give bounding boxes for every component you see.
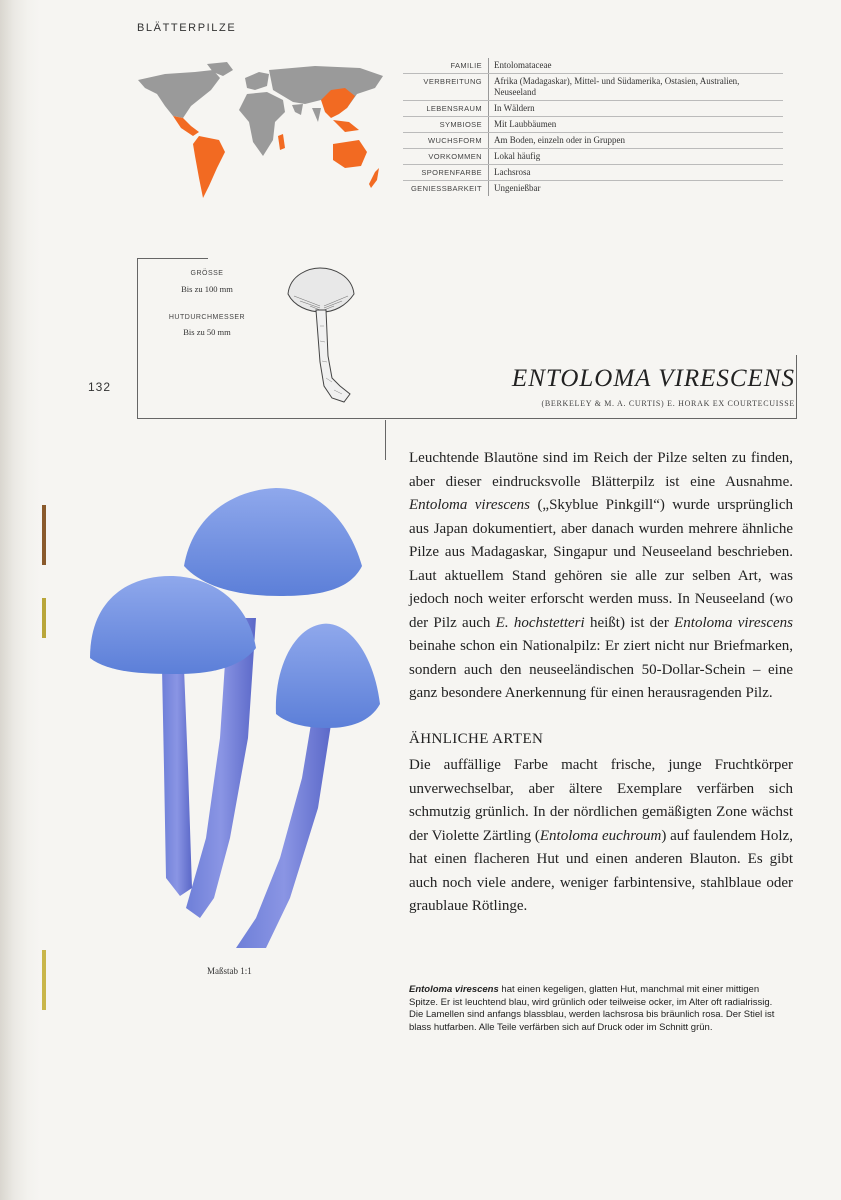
body-text bbox=[409, 447, 793, 706]
map-southeast-asia bbox=[333, 120, 359, 132]
fact-row bbox=[403, 58, 783, 73]
map-new-zealand bbox=[369, 168, 379, 188]
size-value: Bis zu 100 mm bbox=[181, 284, 233, 294]
map-australia bbox=[333, 140, 367, 168]
cap-diameter-value: Bis zu 50 mm bbox=[183, 327, 231, 337]
page-number: 132 bbox=[88, 380, 112, 394]
map-india bbox=[312, 108, 321, 122]
fact-key: WUCHSFORM bbox=[403, 133, 489, 148]
map-south-america bbox=[193, 136, 225, 198]
fact-key: GENIESSBARKEIT bbox=[403, 181, 489, 196]
mushroom-line-drawing bbox=[280, 266, 370, 411]
size-label: GRÖSSE bbox=[190, 270, 224, 277]
map-central-america bbox=[173, 116, 199, 136]
page-edge-mark bbox=[42, 505, 46, 565]
species-title: ENTOLOMA VIRESCENS bbox=[511, 365, 795, 392]
map-arabia bbox=[292, 104, 303, 115]
cap-right bbox=[276, 624, 380, 728]
map-north-america bbox=[138, 70, 220, 118]
fact-table bbox=[403, 58, 783, 196]
stem-right bbox=[236, 718, 332, 948]
species-author: (BERKELEY & M. A. CURTIS) E. HORAK EX COURTECUISSE bbox=[541, 399, 795, 408]
fact-row bbox=[403, 73, 783, 100]
fact-key: VORKOMMEN bbox=[403, 149, 489, 164]
similar-species-heading: ÄHNLICHE ARTEN bbox=[409, 731, 544, 747]
section-title: BLÄTTERPILZE bbox=[137, 22, 237, 34]
caption-text: hat einen kegeligen, glatten Hut, manchmal mit einer mittigen Spitze. Er ist leuchtend blau, wird grünlich oder teilweise ocker, im Alter oft radialrissig. Die Lamellen sind anfangs blassblau, werden lachsrosa bis bräunlich rosa. Der Stiel ist blass hutfarben. Alle Teile verfärben sich auf Druck oder im Schnitt grün. bbox=[409, 984, 775, 1033]
fact-key: FAMILIE bbox=[403, 58, 489, 73]
title-divider bbox=[796, 355, 797, 419]
fact-value: Afrika (Madagaskar), Mittel- und Südamerika, Ostasien, Australien, Neuseeland bbox=[494, 76, 740, 97]
photo-caption bbox=[409, 984, 789, 1034]
fact-row bbox=[403, 148, 783, 164]
fact-key: VERBREITUNG bbox=[403, 74, 489, 100]
fact-value: Entolomataceae bbox=[494, 60, 552, 70]
scale-label: Maßstab 1:1 bbox=[207, 966, 252, 976]
fact-value: Ungenießbar bbox=[494, 183, 541, 193]
fact-row bbox=[403, 132, 783, 148]
fact-key: LEBENSRAUM bbox=[403, 101, 489, 116]
caption-species: Entoloma virescens bbox=[409, 984, 499, 995]
fact-row bbox=[403, 100, 783, 116]
fact-value: Lokal häufig bbox=[494, 151, 541, 161]
fact-row bbox=[403, 180, 783, 196]
fact-row bbox=[403, 164, 783, 180]
page-edge-mark bbox=[42, 950, 46, 1010]
fact-value: Mit Laubbäumen bbox=[494, 119, 557, 129]
body-text-similar bbox=[409, 754, 793, 919]
book-spine-shadow bbox=[0, 0, 40, 1200]
mushroom-photo bbox=[80, 478, 390, 958]
fact-value: Lachsrosa bbox=[494, 167, 531, 177]
stem-left bbox=[162, 668, 192, 896]
body-paragraph-1: Leuchtende Blautöne sind im Reich der Pilze selten zu finden, aber dieser eindrucksvolle Blätterpilz ist eine Ausnahme. Entoloma virescens („Skyblue Pinkgill“) wurde ursprünglich aus Japan dokumentiert, aber danach wurden mehrere ähnliche Pilze aus Madagaskar, Singapur und Neuseeland beschrieben. Laut aktuellem Stand gehören sie alle zur selben Art, was jedoch noch weiter erforscht werden muss. In Neuseeland (wo der Pilz auch E. hochstetteri heißt) ist der Entoloma virescens beinahe schon ein Nationalpilz: Er ziert nicht nur Briefmarken, sondern auch den neuseeländischen 50-Dollar-Schein – eine ganz besondere Anerkennung für einen herausragenden Pilz. bbox=[409, 450, 793, 701]
fact-row bbox=[403, 116, 783, 132]
fact-key: SYMBIOSE bbox=[403, 117, 489, 132]
map-africa bbox=[239, 92, 285, 156]
body-paragraph-2: Die auffällige Farbe macht frische, junge Fruchtkörper unverwechselbar, aber ältere Exemplare verfärben sich schmutzig grünlich. In der nördlichen gemäßigten Zone wächst der Violette Zärtling (Entoloma euchroum) auf faulendem Holz, hat einen flacheren Hut und einen anderen Blauton. Es gibt auch noch viele andere, weniger farbintensive, stahlblaue oder graublaue Rötlinge. bbox=[409, 757, 793, 914]
size-box-frame bbox=[137, 258, 208, 419]
page-edge-mark bbox=[42, 598, 46, 638]
map-europe bbox=[245, 72, 269, 90]
fact-value: Am Boden, einzeln oder in Gruppen bbox=[494, 135, 625, 145]
fact-value: In Wäldern bbox=[494, 103, 535, 113]
text-column-divider bbox=[385, 420, 386, 460]
cap-middle bbox=[184, 488, 362, 596]
header-rule bbox=[137, 418, 797, 419]
map-madagascar bbox=[278, 134, 285, 150]
cap-diameter-label: HUTDURCHMESSER bbox=[168, 314, 246, 321]
distribution-map bbox=[135, 60, 390, 200]
fact-key: SPORENFARBE bbox=[403, 165, 489, 180]
